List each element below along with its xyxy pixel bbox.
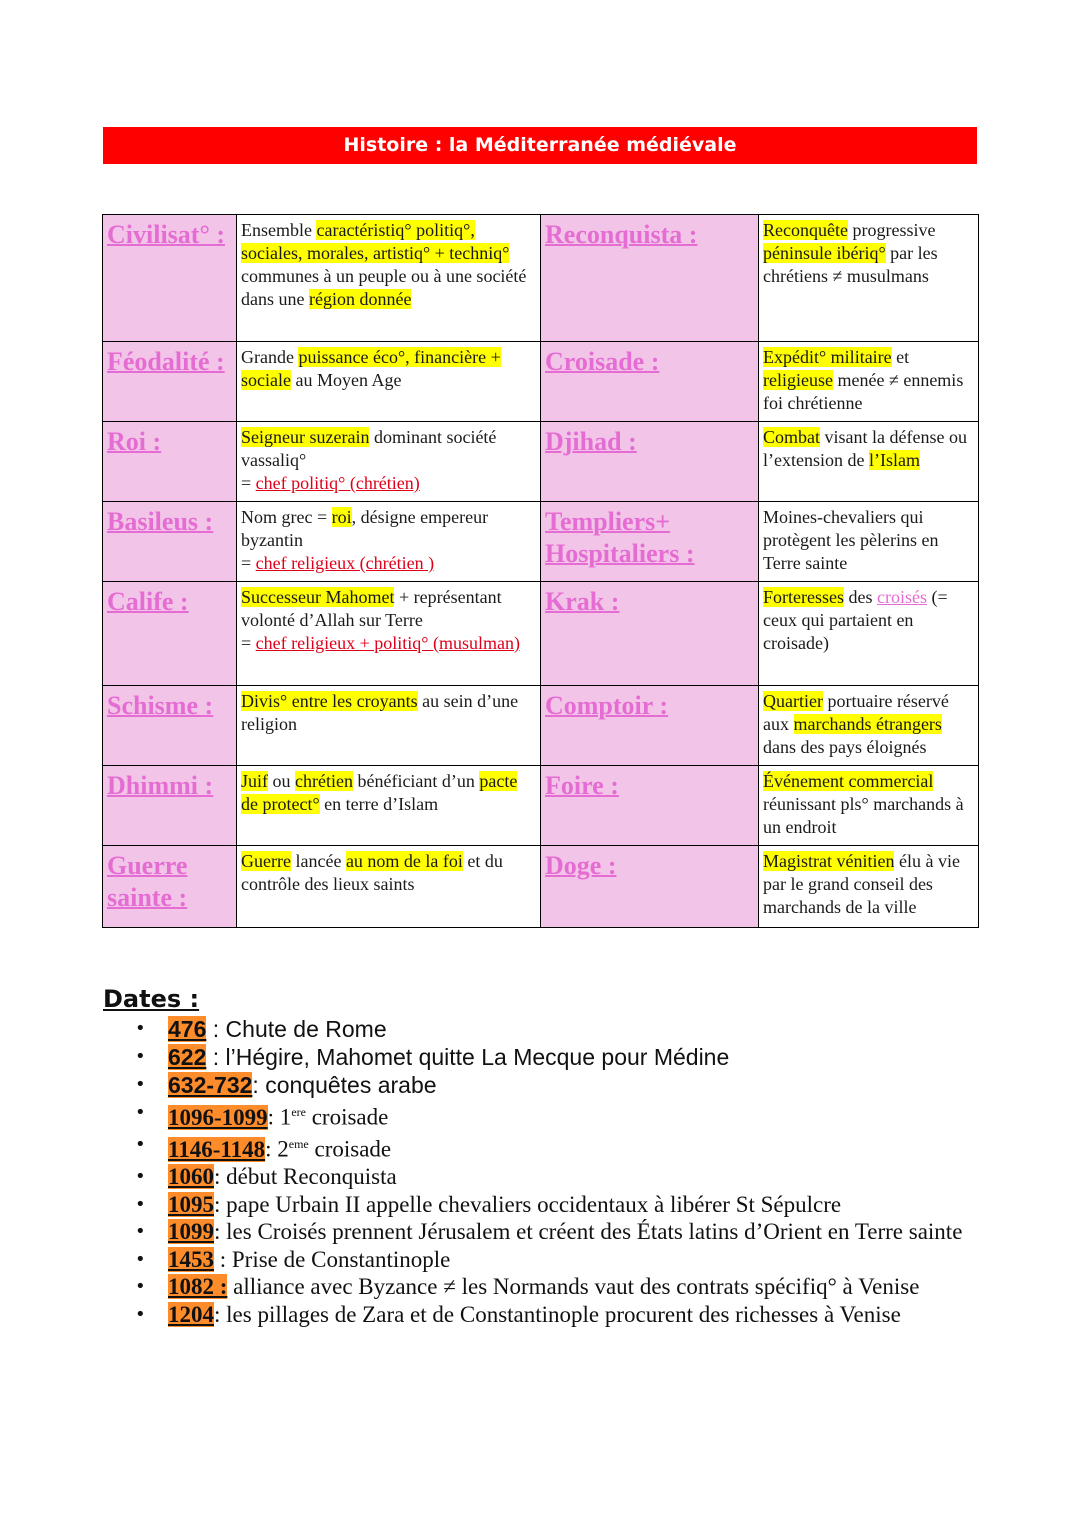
definition-text: et du contrôle des lieux saints [241, 851, 503, 894]
term-cell [103, 422, 237, 502]
ordinal-suffix: ere [291, 1105, 306, 1119]
term-label: Krak : [545, 587, 620, 616]
definition-cell [759, 502, 979, 582]
date-year: 632-732 [168, 1072, 253, 1098]
date-year: 1096-1099 [168, 1104, 268, 1130]
definition-text: et [891, 347, 910, 367]
date-text: : pape Urbain II appelle chevaliers occidentaux à libérer St Sépulcre [214, 1191, 842, 1217]
page-title: Histoire : la Méditerranée médiévale [103, 127, 977, 164]
date-text: : les pillages de Zara et de Constantinople procurent des richesses à Venise [214, 1301, 901, 1327]
definition-note: chef politiq° (chrétien) [255, 473, 420, 493]
term-label: Foire : [545, 771, 619, 800]
definition-text: Grande [241, 347, 299, 367]
definition-text: au sein d’une religion [241, 691, 519, 734]
date-text: alliance avec Byzance ≠ les Normands vaut des contrats spécifiq° à Venise [227, 1274, 920, 1300]
term-cell [103, 846, 237, 928]
highlighted-text: caractéristiq° politiq°, sociales, morales, artistiq° + techniq° [241, 220, 510, 263]
date-text: : Chute de Rome [206, 1016, 387, 1042]
term-label: Djihad : [545, 427, 637, 456]
highlighted-text: Guerre [241, 851, 291, 871]
definition-cell [237, 422, 541, 502]
definition-text: communes à un peuple ou à une société dans une [241, 266, 527, 309]
date-year: 1095 [168, 1191, 214, 1217]
definition-text: réunissant pls° marchands à un endroit [763, 794, 964, 837]
definition-cell [759, 215, 979, 342]
date-text: croisade [305, 1104, 389, 1130]
glossary-row [103, 342, 979, 422]
glossary-row [103, 846, 979, 928]
highlighted-text: Juif [241, 771, 268, 791]
term-label: Comptoir : [545, 691, 669, 720]
definition-text: lancée [290, 851, 346, 871]
term-cell [103, 766, 237, 846]
date-text: : Prise de Constantinople [214, 1246, 451, 1272]
glossary-row [103, 766, 979, 846]
glossary-row [103, 582, 979, 686]
date-year: 1204 [168, 1301, 214, 1327]
term-cell [541, 422, 759, 502]
date-item [130, 1246, 1000, 1274]
term-label: Dhimmi : [107, 771, 214, 800]
date-text: : l’Hégire, Mahomet quitte La Mecque pour Médine [206, 1044, 730, 1070]
definition-text: portuaire réservé aux [763, 691, 949, 734]
definition-text: = [241, 633, 256, 653]
date-text: croisade [308, 1136, 392, 1162]
term-cell [103, 502, 237, 582]
date-year: 1060 [168, 1164, 214, 1190]
glossary-table [102, 214, 979, 928]
term-cell [103, 215, 237, 342]
term-label: Calife : [107, 587, 189, 616]
date-year: 622 [168, 1044, 207, 1070]
highlighted-text: Seigneur suzerain [241, 427, 370, 447]
term-cell [541, 846, 759, 928]
definition-cell [237, 582, 541, 686]
highlighted-text: Successeur Mahomet [241, 587, 395, 607]
definition-cell [237, 502, 541, 582]
date-text: : début Reconquista [214, 1164, 397, 1190]
dates-heading: Dates : [103, 985, 200, 1013]
definition-cell [237, 342, 541, 422]
date-text: : 2 [265, 1136, 289, 1162]
term-cell [541, 215, 759, 342]
date-item [130, 1071, 1000, 1099]
highlighted-text: Expédit° militaire [763, 347, 892, 367]
date-item [130, 1015, 1000, 1043]
definition-note: chef religieux + politiq° (musulman) [255, 633, 520, 653]
highlighted-text: Reconquête [763, 220, 848, 240]
date-item [130, 1131, 1000, 1163]
term-cell [541, 502, 759, 582]
term-label: Guerre sainte : [107, 851, 188, 912]
definition-cell [237, 846, 541, 928]
highlighted-text: Forteresses [763, 587, 844, 607]
definition-text: dans des pays éloignés [763, 737, 927, 757]
definition-text: visant la défense ou l’extension de [763, 427, 967, 470]
highlighted-text: religieuse [763, 370, 833, 390]
term-reference: croisés [876, 587, 927, 607]
date-year: 1099 [168, 1219, 214, 1245]
glossary-row [103, 215, 979, 342]
definition-text: élu à vie par le grand conseil des marchands de la ville [763, 851, 960, 917]
date-item [130, 1099, 1000, 1131]
definition-text: Moines-chevaliers qui protègent les pèlerins en Terre sainte [763, 507, 939, 573]
highlighted-text: Combat [763, 427, 820, 447]
term-label: Roi : [107, 427, 162, 456]
glossary-row [103, 502, 979, 582]
term-cell [541, 342, 759, 422]
definition-text: = [241, 553, 256, 573]
definition-text: = [241, 473, 256, 493]
date-text: : les Croisés prennent Jérusalem et créent des États latins d’Orient en Terre sainte [214, 1219, 963, 1245]
definition-text: ou [268, 771, 295, 791]
definition-text: au Moyen Age [290, 370, 402, 390]
date-item [130, 1301, 1000, 1329]
term-cell [103, 582, 237, 686]
definition-cell [237, 686, 541, 766]
definition-cell [759, 422, 979, 502]
date-year: 1453 [168, 1246, 214, 1272]
term-cell [541, 766, 759, 846]
highlighted-text: puissance éco°, financière + sociale [241, 347, 501, 390]
ordinal-suffix: eme [288, 1137, 309, 1152]
highlighted-text: l’Islam [868, 450, 920, 470]
highlighted-text: roi [331, 507, 352, 527]
term-cell [541, 686, 759, 766]
definition-cell [759, 846, 979, 928]
date-year: 1082 : [168, 1274, 228, 1300]
highlighted-text: Quartier [763, 691, 823, 711]
definition-text: dominant société vassaliq° [241, 427, 497, 470]
term-label: Doge : [545, 851, 617, 880]
term-cell [103, 342, 237, 422]
term-label: Civilisat° : [107, 220, 226, 249]
definition-cell [759, 582, 979, 686]
date-year: 476 [168, 1016, 207, 1042]
term-label: Croisade : [545, 347, 660, 376]
glossary-row [103, 686, 979, 766]
date-year: 1146-1148 [168, 1136, 266, 1162]
definition-text: des [843, 587, 877, 607]
highlighted-text: au nom de la foi [345, 851, 463, 871]
term-label: Templiers+ Hospitaliers : [545, 507, 695, 568]
date-item [130, 1191, 1000, 1219]
definition-cell [759, 686, 979, 766]
definition-cell [237, 766, 541, 846]
highlighted-text: chrétien [295, 771, 353, 791]
definition-cell [759, 766, 979, 846]
dates-list [130, 1015, 1000, 1328]
definition-text: Ensemble [241, 220, 317, 240]
definition-text: par les chrétiens ≠ musulmans [763, 243, 938, 286]
highlighted-text: pacte de protect° [241, 771, 518, 814]
definition-text: bénéficiant d’un [352, 771, 480, 791]
highlighted-text: Divis° entre les croyants [241, 691, 418, 711]
date-text: : conquêtes arabe [252, 1072, 437, 1098]
date-text: : 1 [267, 1104, 292, 1130]
definition-cell [759, 342, 979, 422]
date-item [130, 1273, 1000, 1301]
term-cell [103, 686, 237, 766]
term-label: Schisme : [107, 691, 214, 720]
definition-cell [237, 215, 541, 342]
glossary-row [103, 422, 979, 502]
date-item [130, 1163, 1000, 1191]
term-label: Reconquista : [545, 220, 698, 249]
term-cell [541, 582, 759, 686]
definition-text: Nom grec = [241, 507, 332, 527]
definition-text: menée ≠ ennemis foi chrétienne [763, 370, 964, 413]
date-item [130, 1218, 1000, 1246]
definition-text: (= ceux qui partaient en croisade) [763, 587, 948, 653]
definition-text: en terre d’Islam [319, 794, 439, 814]
highlighted-text: Magistrat vénitien [763, 851, 895, 871]
highlighted-text: Événement commercial [763, 771, 934, 791]
highlighted-text: péninsule ibériq° [763, 243, 886, 263]
term-label: Féodalité : [107, 347, 225, 376]
term-label: Basileus : [107, 507, 214, 536]
highlighted-text: marchands étrangers [793, 714, 942, 734]
date-item [130, 1043, 1000, 1071]
definition-text: + représentant volonté d’Allah sur Terre [241, 587, 502, 630]
definition-text: progressive [847, 220, 936, 240]
definition-note: chef religieux (chrétien ) [255, 553, 435, 573]
definition-text: , désigne empereur byzantin [241, 507, 489, 550]
highlighted-text: région donnée [308, 289, 412, 309]
